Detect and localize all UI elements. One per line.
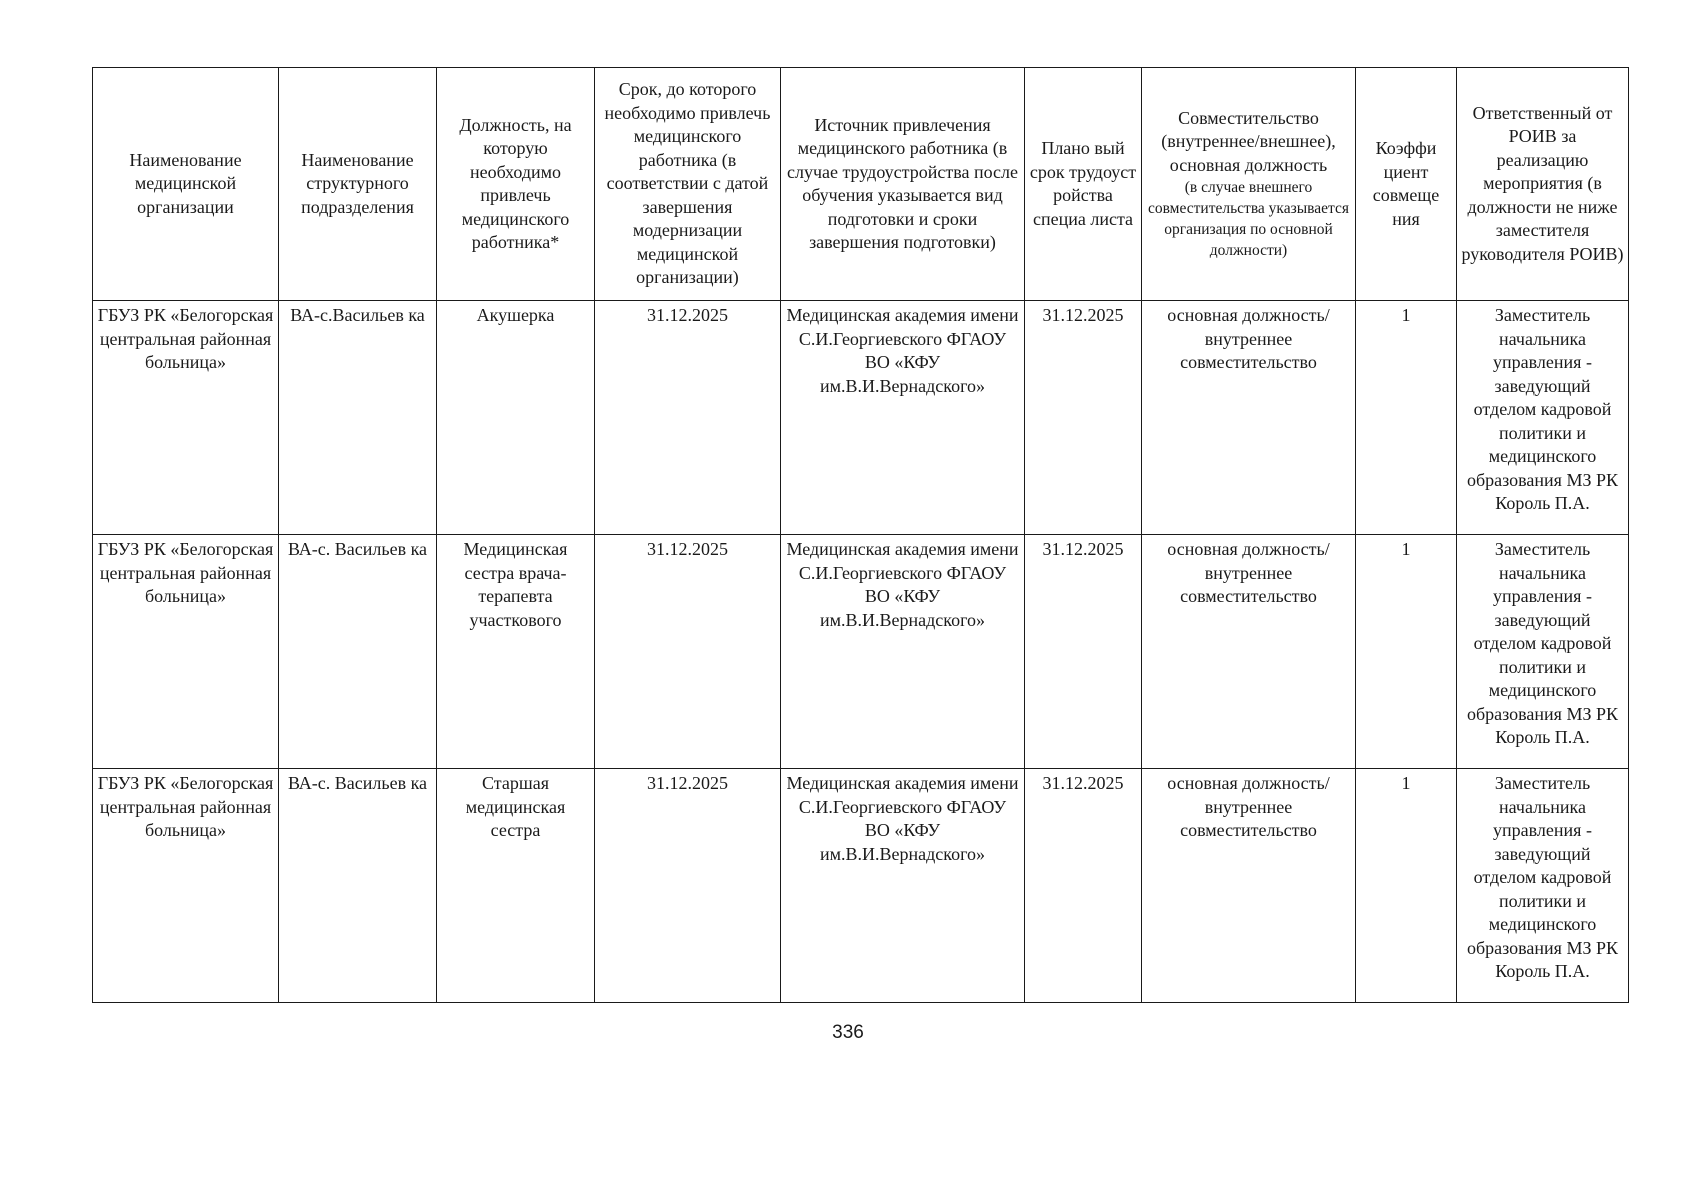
- cell-unit: ВА-с. Васильев ка: [279, 769, 437, 1003]
- table-row: [93, 535, 1629, 769]
- cell-source: Медицинская академия имени С.И.Георгиевского ФГАОУ ВО «КФУ им.В.И.Вернадского»: [781, 769, 1025, 1003]
- page-number: 336: [832, 1022, 864, 1043]
- cell-source: Медицинская академия имени С.И.Георгиевского ФГАОУ ВО «КФУ им.В.И.Вернадского»: [781, 535, 1025, 769]
- cell-deadline: 31.12.2025: [595, 535, 781, 769]
- table-row: [93, 301, 1629, 535]
- cell-combination: основная должность/ внутреннее совместительство: [1142, 301, 1356, 535]
- cell-planned: 31.12.2025: [1025, 535, 1142, 769]
- cell-coefficient: 1: [1356, 301, 1457, 535]
- cell-position: Старшая медицинская сестра: [437, 769, 595, 1003]
- header-position: Должность, на которую необходимо привлечь медицинского работника*: [437, 68, 595, 301]
- cell-planned: 31.12.2025: [1025, 769, 1142, 1003]
- cell-unit: ВА-с. Васильев ка: [279, 535, 437, 769]
- cell-position: Акушерка: [437, 301, 595, 535]
- header-combination-note: (в случае внешнего совместительства указывается организация по основной должности): [1148, 179, 1349, 260]
- cell-combination: основная должность/ внутреннее совместительство: [1142, 769, 1356, 1003]
- staffing-table: [92, 67, 1629, 1003]
- cell-unit: ВА-с.Васильев ка: [279, 301, 437, 535]
- cell-position: Медицинская сестра врача-терапевта участкового: [437, 535, 595, 769]
- header-unit-name: Наименование структурного подразделения: [279, 68, 437, 301]
- header-coefficient: Коэффи циент совмеще ния: [1356, 68, 1457, 301]
- header-source: Источник привлечения медицинского работника (в случае трудоустройства после обучения указывается вид подготовки и сроки завершения подготовки): [781, 68, 1025, 301]
- cell-org: ГБУЗ РК «Белогорская центральная районная больница»: [93, 535, 279, 769]
- header-combination-main: Совместительство (внутреннее/внешнее), основная должность: [1161, 107, 1336, 175]
- cell-source: Медицинская академия имени С.И.Георгиевского ФГАОУ ВО «КФУ им.В.И.Вернадского»: [781, 301, 1025, 535]
- header-planned-date: Плано вый срок трудоуст ройства специа листа: [1025, 68, 1142, 301]
- cell-responsible: Заместитель начальника управления - заведующий отделом кадровой политики и медицинского образования МЗ РК Король П.А.: [1457, 769, 1629, 1003]
- header-responsible: Ответственный от РОИВ за реализацию мероприятия (в должности не ниже заместителя руководителя РОИВ): [1457, 68, 1629, 301]
- cell-org: ГБУЗ РК «Белогорская центральная районная больница»: [93, 769, 279, 1003]
- cell-coefficient: 1: [1356, 769, 1457, 1003]
- header-org-name: Наименование медицинской организации: [93, 68, 279, 301]
- cell-deadline: 31.12.2025: [595, 769, 781, 1003]
- cell-responsible: Заместитель начальника управления - заведующий отделом кадровой политики и медицинского образования МЗ РК Король П.А.: [1457, 535, 1629, 769]
- cell-org: ГБУЗ РК «Белогорская центральная районная больница»: [93, 301, 279, 535]
- cell-coefficient: 1: [1356, 535, 1457, 769]
- header-combination: [1142, 68, 1356, 301]
- cell-deadline: 31.12.2025: [595, 301, 781, 535]
- cell-responsible: Заместитель начальника управления - заведующий отделом кадровой политики и медицинского образования МЗ РК Король П.А.: [1457, 301, 1629, 535]
- table-row: [93, 769, 1629, 1003]
- header-deadline: Срок, до которого необходимо привлечь медицинского работника (в соответствии с датой завершения модернизации медицинской организации): [595, 68, 781, 301]
- cell-combination: основная должность/ внутреннее совместительство: [1142, 535, 1356, 769]
- table-header-row: [93, 68, 1629, 301]
- cell-planned: 31.12.2025: [1025, 301, 1142, 535]
